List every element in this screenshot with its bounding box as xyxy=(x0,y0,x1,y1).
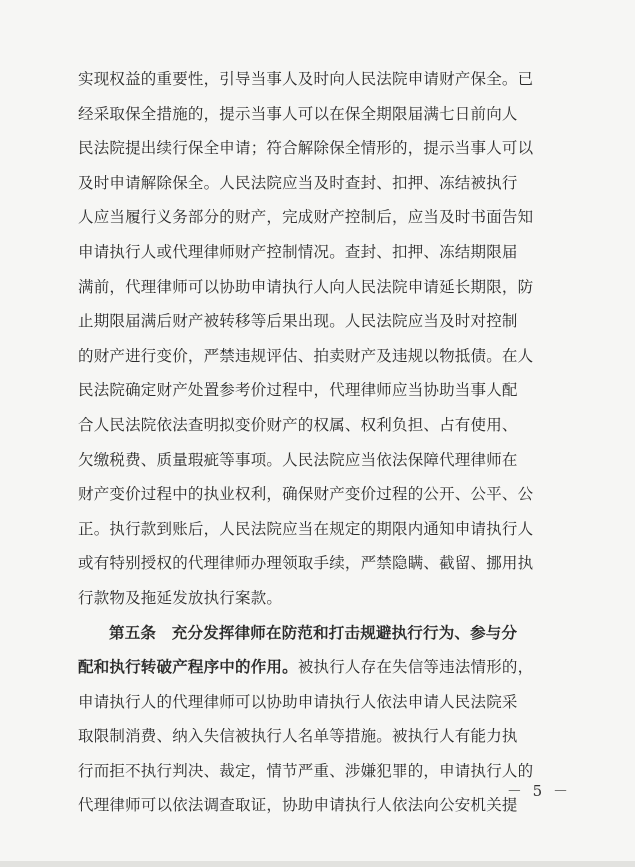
article-heading: 第五条 充分发挥律师在防范和打击规避执行行为、参与分 xyxy=(109,622,518,642)
text-line: 实现权益的重要性，引导当事人及时向人民法院申请财产保全。已 xyxy=(78,70,534,88)
text-line: 申请执行人或代理律师财产控制情况。查封、扣押、冻结期限届 xyxy=(78,242,518,261)
article-heading-end: 配和执行转破产程序中的作用。 xyxy=(78,657,298,677)
text-line: 及时申请解除保全。人民法院应当及时查封、扣押、冻结被执行 xyxy=(78,173,518,192)
text-line: 满前，代理律师可以协助申请执行人向人民法院申请延长期限，防 xyxy=(78,277,534,296)
text-line: 行而拒不执行判决、裁定，情节严重、涉嫌犯罪的，申请执行人的 xyxy=(78,761,534,780)
body-text xyxy=(78,62,578,823)
article-heading-continued xyxy=(78,650,578,685)
text-line: 正。执行款到账后，人民法院应当在规定的期限内通知申请执行人 xyxy=(78,519,534,538)
text-line: 民法院提出续行保全申请；符合解除保全情形的，提示当事人可以 xyxy=(78,139,534,158)
text-line: 或有特别授权的代理律师办理领取手续，严禁隐瞒、截留、挪用执 xyxy=(78,554,534,573)
page-number: － 5 － xyxy=(506,782,571,800)
text-line: 人应当履行义务部分的财产，完成财产控制后，应当及时书面告知 xyxy=(78,208,534,227)
text-line: 取限制消费、纳入失信被执行人名单等措施。被执行人有能力执 xyxy=(78,727,518,746)
text-line: 经采取保全措施的，提示当事人可以在保全期限届满七日前向人 xyxy=(78,104,518,123)
text-line: 的财产进行变价，严禁违规评估、拍卖财产及违规以物抵债。在人 xyxy=(78,346,534,365)
article-text-start: 被执行人存在失信等违法情形的， xyxy=(297,658,534,677)
text-line: 行款物及拖延发放执行案款。 xyxy=(78,588,283,607)
text-line: 代理律师可以依法调查取证，协助申请执行人依法向公安机关提 xyxy=(78,796,518,815)
text-line: 欠缴税费、质量瑕疵等事项。人民法院应当依法保障代理律师在 xyxy=(78,450,518,469)
text-line: 申请执行人的代理律师可以协助申请执行人依法申请人民法院采 xyxy=(78,692,518,711)
text-line: 民法院确定财产处置参考价过程中，代理律师应当协助当事人配 xyxy=(78,381,518,400)
scan-edge xyxy=(0,861,635,867)
text-line: 合人民法院依法查明拟变价财产的权属、权利负担、占有使用、 xyxy=(78,415,518,434)
text-line: 止期限届满后财产被转移等后果出现。人民法院应当及时对控制 xyxy=(78,312,518,331)
text-line: 财产变价过程中的执业权利，确保财产变价过程的公开、公平、公 xyxy=(78,485,534,504)
